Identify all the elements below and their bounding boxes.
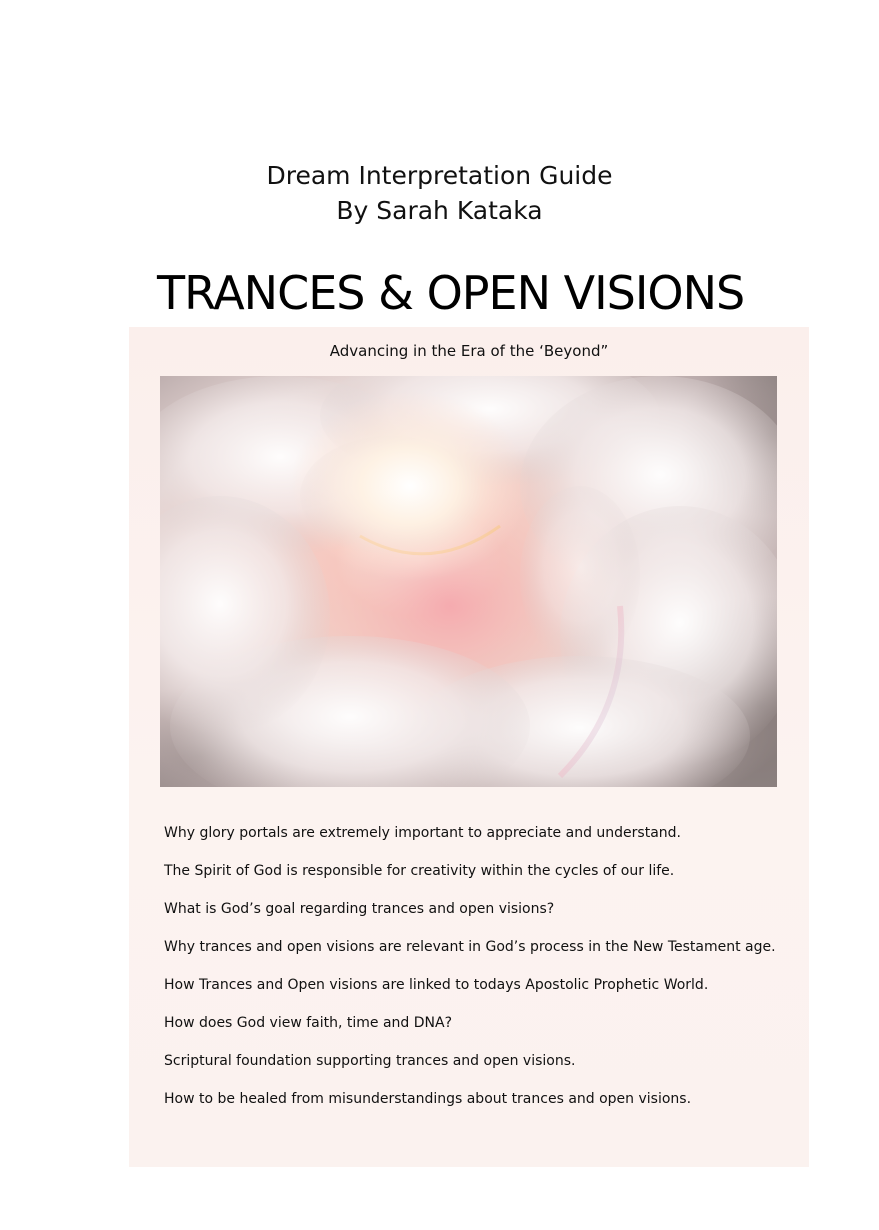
list-item: Why trances and open visions are relevant in God’s process in the New Testament age. [164, 939, 776, 955]
list-item: How Trances and Open visions are linked to todays Apostolic Prophetic World. [164, 977, 709, 993]
list-item: How to be healed from misunderstandings about trances and open visions. [164, 1091, 692, 1107]
list-item: The Spirit of God is responsible for creativity within the cycles of our life. [164, 863, 675, 879]
list-item: What is God’s goal regarding trances and open visions? [164, 901, 555, 917]
main-title: TRANCES & OPEN VISIONS [157, 266, 745, 320]
sky-portal-clouds-image [160, 376, 777, 787]
author-line: By Sarah Kataka [336, 196, 543, 225]
list-item: How does God view faith, time and DNA? [164, 1015, 453, 1031]
subtitle: Advancing in the Era of the ‘Beyond” [329, 342, 609, 360]
content-panel [129, 327, 809, 1167]
topic-list [164, 823, 804, 1127]
list-item: Scriptural foundation supporting trances and open visions. [164, 1053, 576, 1069]
guide-title: Dream Interpretation Guide [266, 161, 613, 190]
list-item: Why glory portals are extremely important to appreciate and understand. [164, 825, 681, 841]
